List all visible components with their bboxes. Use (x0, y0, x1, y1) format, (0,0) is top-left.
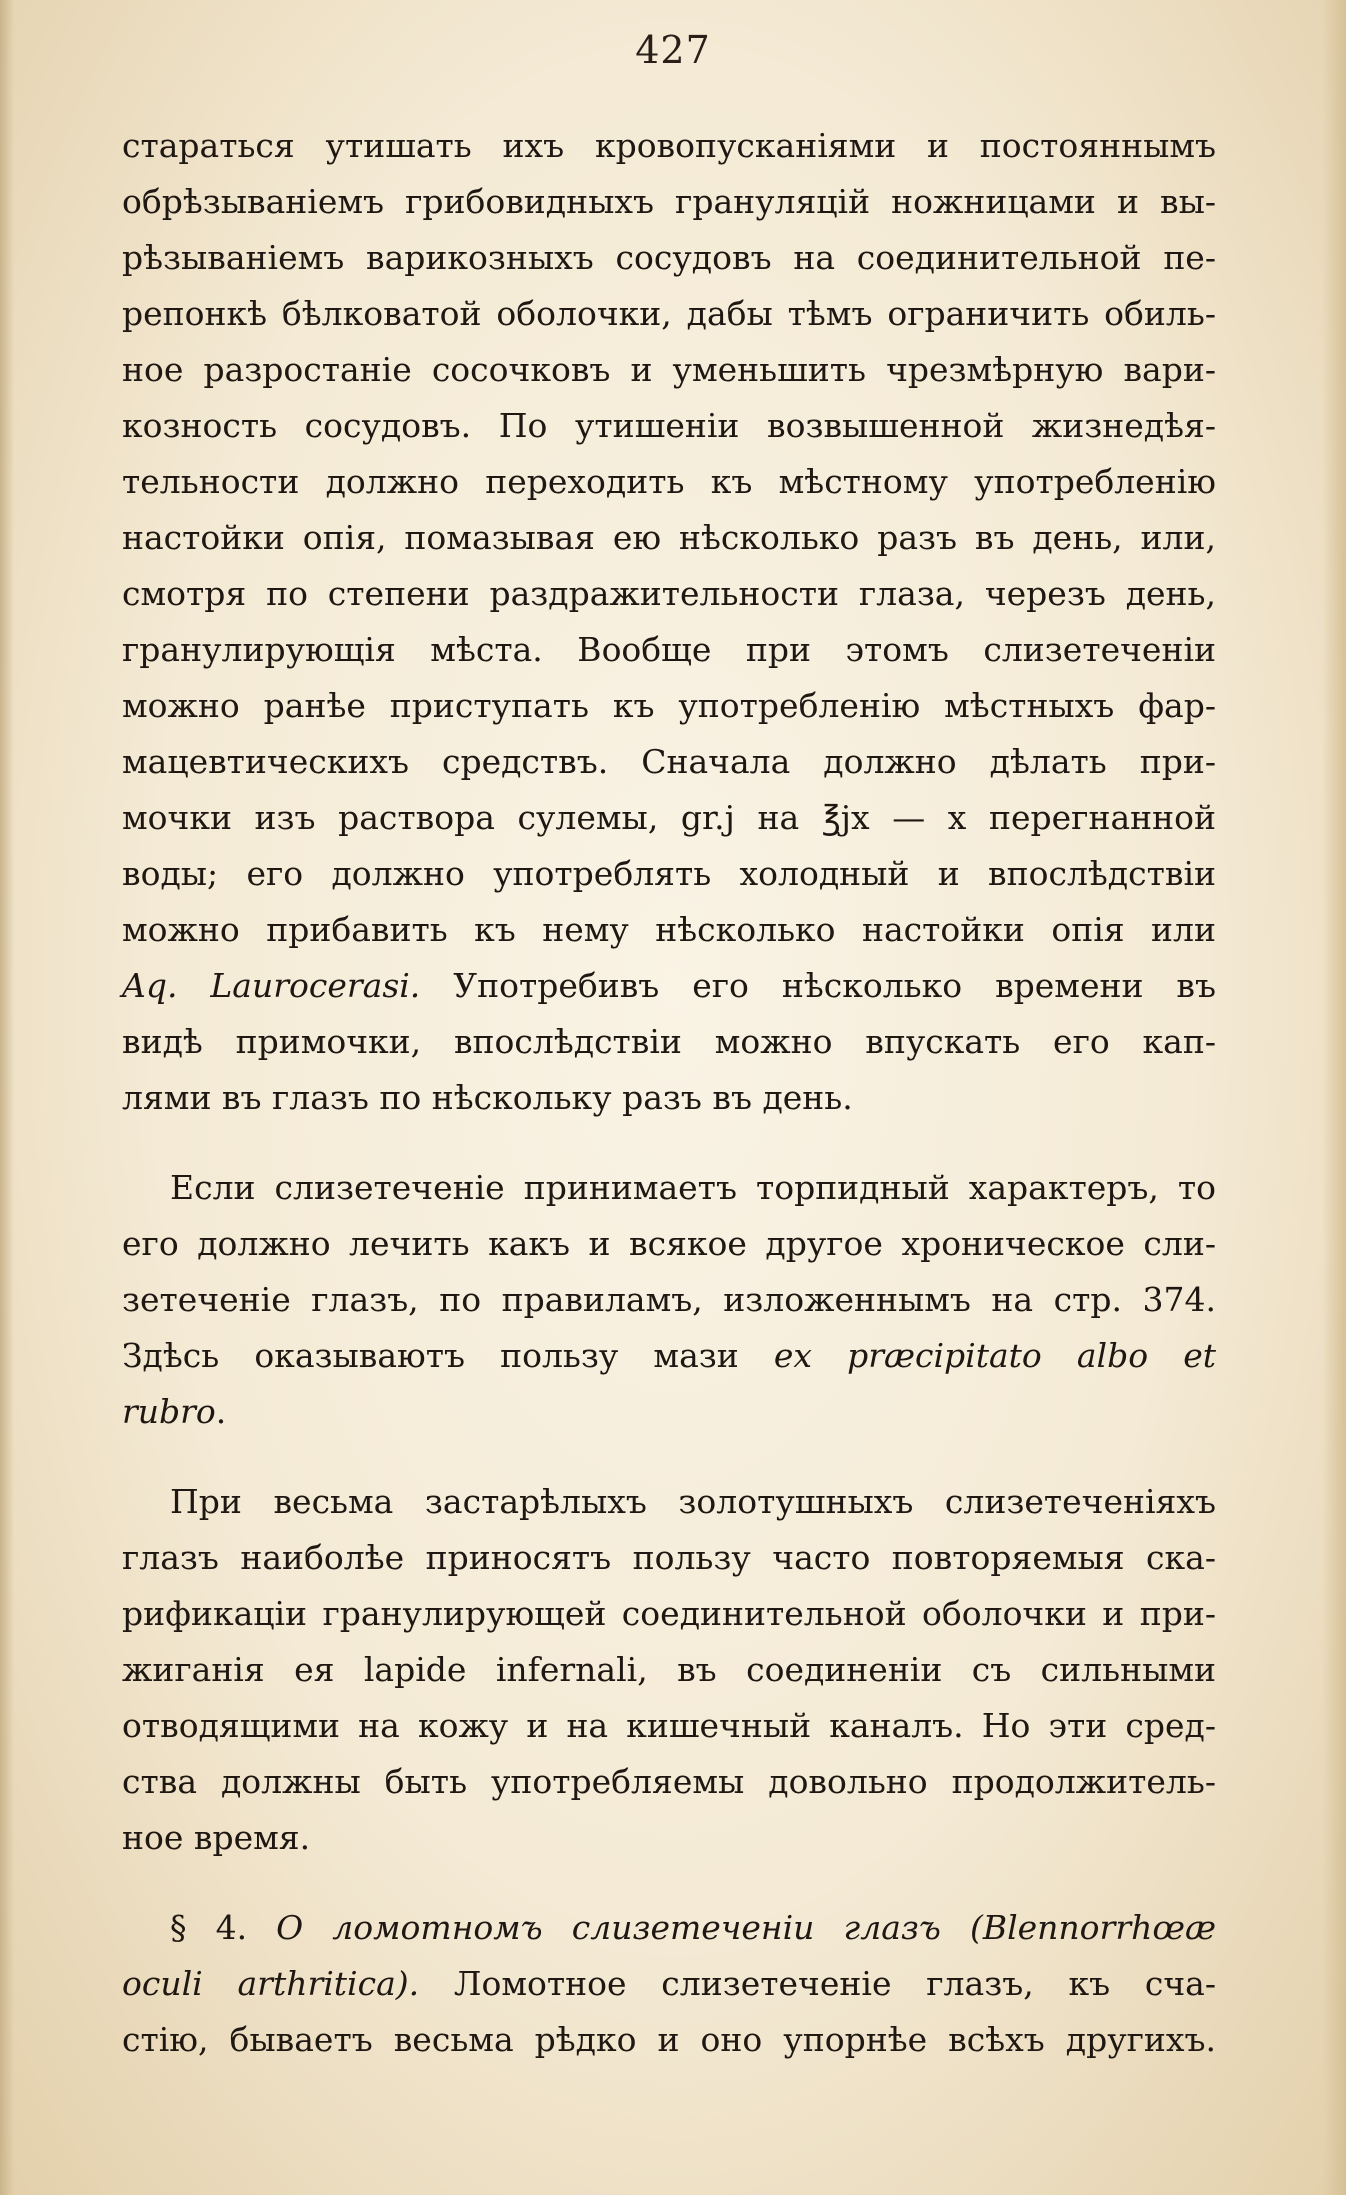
text-segment: жиганія ея lapide infernali, въ соединеніи съ сильными (122, 1650, 1216, 1689)
text-segment: ства должны быть употребляемы довольно продолжитель- (122, 1762, 1216, 1801)
paragraph-gap (122, 1866, 1216, 1900)
text-line (122, 566, 1216, 622)
text-segment: стію, бываетъ весьма рѣдко и оно упорнѣе всѣхъ другихъ. (122, 2020, 1216, 2059)
text-line (122, 1586, 1216, 1642)
text-segment: смотря по степени раздражительности глаза, черезъ день, (122, 574, 1216, 613)
text-segment: § 4. (170, 1908, 277, 1947)
paragraph-gap (122, 1440, 1216, 1474)
text-segment: зетеченіе глазъ, по правиламъ, изложеннымъ на стр. 374. (122, 1280, 1216, 1319)
text-line (122, 1160, 1216, 1216)
text-segment: . (215, 1392, 227, 1431)
page-number: 427 (635, 28, 711, 72)
text-line (122, 174, 1216, 230)
text-line (122, 734, 1216, 790)
text-segment: мочки изъ раствора сулемы, gr.j на ℥jx — x перегнанной (122, 798, 1216, 837)
italic-text-segment: О ломотномъ слизетеченіи глазъ (Blennorrhœæ (276, 1908, 1216, 1947)
text-line (122, 510, 1216, 566)
text-line (122, 1014, 1216, 1070)
text-line (122, 1216, 1216, 1272)
text-line (122, 2012, 1216, 2068)
page-right-edge-shadow (1322, 0, 1346, 2195)
text-segment: ное время. (122, 1818, 311, 1857)
text-segment: обрѣзываніемъ грибовидныхъ грануляцій ножницами и вы- (122, 182, 1216, 221)
text-line (122, 1754, 1216, 1810)
text-segment: можно ранѣе приступать къ употребленію мѣстныхъ фар- (122, 686, 1216, 725)
italic-text-segment: ex præcipitato albo et (773, 1336, 1216, 1375)
text-line (122, 1328, 1216, 1384)
text-segment: отводящими на кожу и на кишечный каналъ. Но эти сред- (122, 1706, 1216, 1745)
text-line (122, 1810, 1216, 1866)
italic-text-segment: oculi arthritica). (122, 1964, 420, 2003)
text-line (122, 1530, 1216, 1586)
text-segment: рификаціи гранулирующей соединительной оболочки и при- (122, 1594, 1216, 1633)
text-line (122, 1272, 1216, 1328)
text-line (122, 398, 1216, 454)
text-segment: настойки опія, помазывая ею нѣсколько разъ въ день, или, (122, 518, 1216, 557)
text-segment: Здѣсь оказываютъ пользу мази (122, 1336, 774, 1375)
text-segment: репонкѣ бѣлковатой оболочки, дабы тѣмъ ограничить обиль- (122, 294, 1216, 333)
text-line (122, 454, 1216, 510)
text-segment: лями въ глазъ по нѣскольку разъ въ день. (122, 1078, 853, 1117)
text-line (122, 342, 1216, 398)
text-line (122, 902, 1216, 958)
paragraph (122, 1474, 1216, 1866)
text-line (122, 1384, 1216, 1440)
paragraph-gap (122, 1126, 1216, 1160)
paragraph (122, 1900, 1216, 2068)
paragraph (122, 118, 1216, 1126)
text-line (122, 1900, 1216, 1956)
text-line (122, 286, 1216, 342)
body-text (122, 118, 1216, 2068)
text-line (122, 230, 1216, 286)
text-line (122, 1956, 1216, 2012)
text-line (122, 790, 1216, 846)
text-line (122, 846, 1216, 902)
text-line (122, 1474, 1216, 1530)
text-line (122, 958, 1216, 1014)
text-line (122, 1698, 1216, 1754)
page-left-edge-shadow (0, 0, 14, 2195)
text-segment: глазъ наиболѣе приносятъ пользу часто повторяемыя ска- (122, 1538, 1216, 1577)
text-line (122, 1642, 1216, 1698)
text-segment: его должно лечить какъ и всякое другое хроническое сли- (122, 1224, 1216, 1263)
text-segment: При весьма застарѣлыхъ золотушныхъ слизетеченіяхъ (170, 1482, 1216, 1521)
text-segment: стараться утишать ихъ кровопусканіями и постояннымъ (122, 126, 1216, 165)
text-segment: рѣзываніемъ варикозныхъ сосудовъ на соединительной пе- (122, 238, 1216, 277)
text-segment: козность сосудовъ. По утишеніи возвышенной жизнедѣя- (122, 406, 1216, 445)
text-segment: Ломотное слизетеченіе глазъ, къ сча- (419, 1964, 1216, 2003)
text-line (122, 678, 1216, 734)
text-line (122, 622, 1216, 678)
text-segment: Если слизетеченіе принимаетъ торпидный характеръ, то (170, 1168, 1216, 1207)
paragraph (122, 1160, 1216, 1440)
italic-text-segment: Aq. Laurocerasi. (122, 966, 421, 1005)
text-segment: мацевтическихъ средствъ. Сначала должно дѣлать при- (122, 742, 1216, 781)
text-line (122, 1070, 1216, 1126)
text-segment: видѣ примочки, впослѣдствіи можно впускать его кап- (122, 1022, 1216, 1061)
italic-text-segment: rubro (122, 1392, 216, 1431)
text-segment: гранулирующія мѣста. Вообще при этомъ слизетеченіи (122, 630, 1216, 669)
text-segment: тельности должно переходить къ мѣстному употребленію (122, 462, 1216, 501)
text-segment: Употребивъ его нѣсколько времени въ (420, 966, 1217, 1005)
text-segment: ное разростаніе сосочковъ и уменьшить чрезмѣрную вари- (122, 350, 1216, 389)
text-segment: воды; его должно употреблять холодный и впослѣдствіи (122, 854, 1216, 893)
text-segment: можно прибавить къ нему нѣсколько настойки опія или (122, 910, 1216, 949)
text-line (122, 118, 1216, 174)
